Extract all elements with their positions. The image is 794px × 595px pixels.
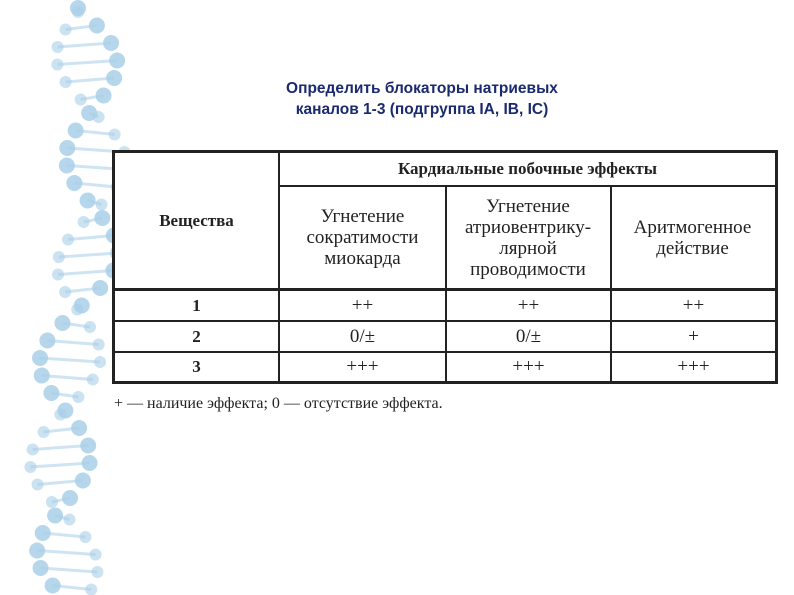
row-id: 3: [192, 357, 201, 376]
dna-node: [109, 53, 125, 69]
dna-node: [59, 286, 71, 298]
dna-node: [68, 123, 84, 139]
row-id: 1: [192, 295, 201, 315]
table-cell: 0/±: [349, 325, 376, 347]
dna-node: [63, 514, 75, 526]
dna-node: [46, 496, 58, 508]
dna-node: [34, 368, 50, 384]
row-id: 2: [192, 326, 201, 346]
dna-node: [79, 531, 91, 543]
dna-rung: [40, 358, 100, 362]
table-cell: 0/±: [515, 325, 542, 347]
dna-node: [93, 339, 105, 351]
dna-node: [95, 199, 107, 211]
dna-node: [94, 356, 106, 368]
table-footnote: + — наличие эффекта; 0 — отсутствие эффекта.: [114, 395, 443, 412]
slide-title-line-2: каналов 1-3 (подгруппа IA, IB, IC): [295, 101, 549, 118]
dna-node: [51, 59, 63, 71]
column-header-arrhythmogenic: Аритмогенное действие: [633, 216, 752, 259]
dna-node: [33, 560, 49, 576]
dna-rung: [59, 253, 118, 257]
dna-node: [62, 490, 78, 506]
dna-node: [106, 70, 122, 86]
dna-rung: [58, 43, 111, 47]
dna-rung: [41, 568, 98, 572]
dna-node: [72, 6, 84, 18]
dna-node: [75, 94, 87, 106]
dna-node: [52, 269, 64, 281]
dna-node: [60, 76, 72, 88]
dna-node: [109, 129, 121, 141]
dna-node: [90, 549, 102, 561]
dna-rung: [30, 463, 89, 467]
dna-rung: [33, 446, 89, 450]
substance-header: Вещества: [159, 210, 234, 230]
dna-node: [43, 385, 59, 401]
dna-node: [59, 140, 75, 156]
dna-node: [29, 543, 45, 559]
dna-node: [53, 251, 65, 263]
slide-title: [222, 78, 622, 120]
dna-node: [80, 438, 96, 454]
dna-node: [92, 280, 108, 296]
group-header: Кардиальные побочные эффекты: [397, 159, 658, 178]
dna-node: [71, 304, 83, 316]
dna-rung: [57, 61, 117, 65]
dna-node: [32, 350, 48, 366]
dna-node: [59, 158, 75, 174]
dna-node: [38, 426, 50, 438]
table-cell: ++: [517, 294, 540, 316]
dna-node: [27, 444, 39, 456]
table-cell: ++: [351, 294, 374, 316]
dna-node: [89, 18, 105, 34]
table-cell: ++: [682, 294, 705, 316]
dna-rung: [58, 271, 113, 275]
dna-node: [60, 24, 72, 36]
dna-node: [35, 525, 51, 541]
dna-rung: [37, 551, 95, 555]
dna-node: [80, 193, 96, 209]
dna-node: [84, 321, 96, 333]
column-header-contractility: Угнетение сократимости миокарда: [306, 206, 419, 269]
dna-node: [24, 461, 36, 473]
dna-node: [71, 420, 87, 436]
dna-node: [39, 333, 55, 349]
table-cell: +++: [677, 356, 710, 377]
dna-node: [87, 374, 99, 386]
dna-node: [103, 35, 119, 51]
dna-node: [96, 88, 112, 104]
dna-node: [47, 508, 63, 524]
dna-node: [85, 584, 97, 595]
dna-node: [62, 234, 74, 246]
table-cell: +++: [512, 356, 545, 377]
dna-node: [82, 455, 98, 471]
dna-node: [32, 479, 44, 491]
side-effects-table: [112, 150, 778, 384]
dna-node: [45, 578, 61, 594]
table-cell: +: [688, 325, 699, 347]
dna-node: [54, 409, 66, 421]
dna-node: [94, 210, 110, 226]
dna-node: [52, 41, 64, 53]
dna-node: [66, 175, 82, 191]
column-header-av-conduction: Угнетение атриовентрику-лярной проводимости: [464, 195, 592, 280]
dna-node: [72, 391, 84, 403]
dna-node: [55, 315, 71, 331]
table-cell: +++: [346, 356, 379, 377]
dna-node: [93, 111, 105, 123]
dna-node: [91, 566, 103, 578]
slide-title-line-1: Определить блокаторы натриевых: [286, 80, 558, 97]
dna-node: [78, 216, 90, 228]
dna-node: [75, 473, 91, 489]
